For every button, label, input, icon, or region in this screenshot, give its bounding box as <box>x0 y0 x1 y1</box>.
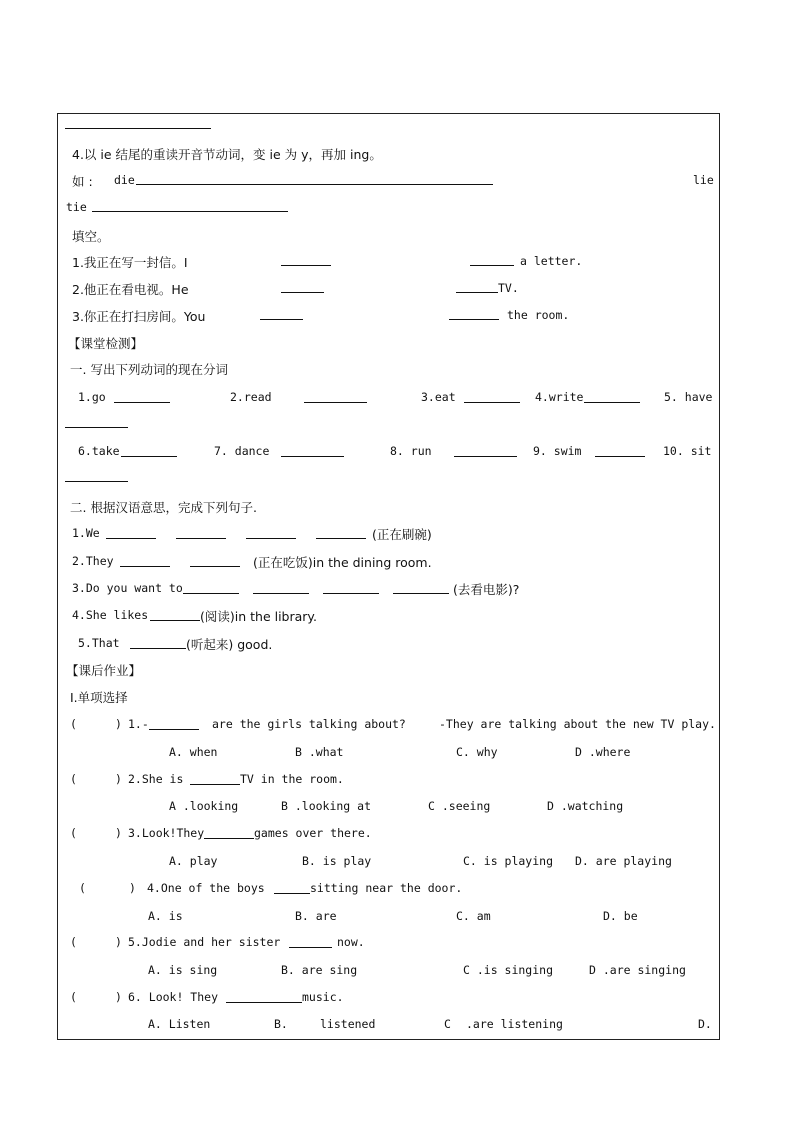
blank[interactable] <box>304 402 367 403</box>
blank[interactable] <box>65 481 128 482</box>
blank <box>204 838 254 839</box>
q6-opt-b[interactable]: B. <box>274 1017 288 1031</box>
blank[interactable] <box>323 593 379 594</box>
worksheet-frame <box>57 113 720 1040</box>
sent-5-hint: (听起来) good. <box>186 637 273 652</box>
word-die: die <box>114 173 135 187</box>
verb-4: 4.write <box>535 390 584 404</box>
fill-3: 3.你正在打扫房间。You <box>72 309 206 324</box>
fill-2-end: TV. <box>498 281 519 295</box>
q4-opt-a[interactable]: A. is <box>148 909 183 923</box>
q2-opt-a[interactable]: A .looking <box>169 799 239 813</box>
blank <box>289 947 332 948</box>
blank[interactable] <box>130 648 186 649</box>
q6-opt-c[interactable]: C <box>444 1017 451 1031</box>
q1-opt-a[interactable]: A. when <box>169 745 218 759</box>
q2-stem-b: TV in the room. <box>240 772 344 786</box>
q4-opt-b[interactable]: B. are <box>295 909 337 923</box>
blank-tie[interactable] <box>92 211 288 212</box>
verb-3: 3.eat <box>421 390 456 404</box>
q2-opt-d[interactable]: D .watching <box>547 799 624 813</box>
blank[interactable] <box>316 538 366 539</box>
sent-5: 5.That <box>78 636 120 650</box>
q1-opt-b[interactable]: B .what <box>295 745 344 759</box>
q6-paren-close[interactable]: ) <box>115 990 122 1004</box>
q1-paren-open: ( <box>70 717 77 731</box>
blank[interactable] <box>120 566 170 567</box>
fill-1: 1.我正在写一封信。I <box>72 255 188 270</box>
fill-2: 2.他正在看电视。He <box>72 282 189 297</box>
blank[interactable] <box>584 402 640 403</box>
section-title-homework: 【课后作业】 <box>66 663 142 678</box>
blank[interactable] <box>281 456 344 457</box>
word-tie: tie <box>66 200 87 214</box>
blank[interactable] <box>65 427 128 428</box>
verb-1: 1.go <box>78 390 106 404</box>
verb-8: 8. run <box>390 444 432 458</box>
blank[interactable] <box>121 456 177 457</box>
example-label: 如 : <box>72 174 93 189</box>
verb-5: 5. have <box>664 390 713 404</box>
q4-opt-c[interactable]: C. am <box>456 909 491 923</box>
q5-opt-b[interactable]: B. are sing <box>281 963 358 977</box>
verb-9: 9. swim <box>533 444 582 458</box>
blank <box>149 729 199 730</box>
q6-stem-b: music. <box>302 990 344 1004</box>
sent-1: 1.We <box>72 526 100 540</box>
blank[interactable] <box>106 538 156 539</box>
fill-1-end: a letter. <box>520 254 583 268</box>
q5-opt-a[interactable]: A. is sing <box>148 963 218 977</box>
verb-10: 10. sit <box>663 444 712 458</box>
blank[interactable] <box>253 593 309 594</box>
blank[interactable] <box>176 538 226 539</box>
blank[interactable] <box>260 319 303 320</box>
blank[interactable] <box>281 292 324 293</box>
verb-6: 6.take <box>78 444 120 458</box>
blank[interactable] <box>246 538 296 539</box>
fill-3-end: the room. <box>507 308 570 322</box>
q5-paren-open: ( <box>70 935 77 949</box>
blank[interactable] <box>470 265 514 266</box>
blank <box>274 893 310 894</box>
q3-opt-c[interactable]: C. is playing <box>463 854 554 868</box>
q2-opt-c[interactable]: C .seeing <box>428 799 491 813</box>
q1-stem-b: are the girls talking about? <box>212 717 406 731</box>
sent-3-hint: (去看电影)? <box>453 582 520 597</box>
blank <box>226 1002 302 1003</box>
q2-opt-b[interactable]: B .looking at <box>281 799 372 813</box>
q6-opt-d[interactable]: D. <box>698 1017 712 1031</box>
blank[interactable] <box>393 593 449 594</box>
q1-opt-c[interactable]: C. why <box>456 745 498 759</box>
q2-stem: 2.She is <box>128 772 184 786</box>
blank[interactable] <box>183 593 239 594</box>
blank[interactable] <box>150 620 200 621</box>
q4-opt-d[interactable]: D. be <box>603 909 638 923</box>
blank <box>190 784 240 785</box>
blank[interactable] <box>595 456 645 457</box>
part1-title: 一. 写出下列动词的现在分词 <box>70 362 228 377</box>
q3-opt-d[interactable]: D. are playing <box>575 854 672 868</box>
q5-opt-d[interactable]: D .are singing <box>589 963 686 977</box>
q2-paren-open: ( <box>70 772 77 786</box>
blank-die[interactable] <box>136 184 493 185</box>
blank[interactable] <box>190 566 240 567</box>
q4-stem: 4.One of the boys <box>147 881 265 895</box>
q5-stem-b: now. <box>337 935 365 949</box>
q2-paren-close[interactable]: ) <box>115 772 122 786</box>
q3-paren-close[interactable]: ) <box>115 826 122 840</box>
blank[interactable] <box>114 402 170 403</box>
sent-2: 2.They <box>72 554 114 568</box>
q5-stem: 5.Jodie and her sister <box>128 935 281 949</box>
sent-4: 4.She likes <box>72 608 149 622</box>
part2-title: 二. 根据汉语意思，完成下列句子. <box>70 500 257 515</box>
q1-stem-c: -They are talking about the new TV play. <box>439 717 716 731</box>
homework-subtitle: I.单项选择 <box>70 690 128 705</box>
q1-paren-close[interactable]: ) <box>115 717 122 731</box>
q3-stem: 3.Look!They <box>128 826 205 840</box>
q6-opt-a[interactable]: A. Listen <box>148 1017 211 1031</box>
q1-opt-d[interactable]: D .where <box>575 745 631 759</box>
verb-7: 7. dance <box>214 444 270 458</box>
blank-line <box>65 128 211 129</box>
sent-3: 3.Do you want to <box>72 581 183 595</box>
blank[interactable] <box>454 456 517 457</box>
q5-opt-c[interactable]: C .is singing <box>463 963 554 977</box>
q4-paren-close[interactable]: ) <box>129 881 136 895</box>
q1-stem: 1.- <box>128 717 149 731</box>
q6-opt-b-text: listened <box>320 1017 376 1031</box>
rule-text: 4.以 ie 结尾的重读开音节动词，变 ie 为 y，再加 ing。 <box>72 147 382 162</box>
sent-4-hint: (阅读)in the library. <box>200 609 318 624</box>
section-title-check: 【课堂检测】 <box>68 336 144 351</box>
q4-paren-open: ( <box>79 881 86 895</box>
blank[interactable] <box>456 292 498 293</box>
blank[interactable] <box>281 265 331 266</box>
sent-2-hint: (正在吃饭)in the dining room. <box>253 555 432 570</box>
verb-2: 2.read <box>230 390 272 404</box>
q3-stem-b: games over there. <box>254 826 372 840</box>
q5-paren-close[interactable]: ) <box>115 935 122 949</box>
blank[interactable] <box>464 402 520 403</box>
blank[interactable] <box>449 319 499 320</box>
q4-stem-b: sitting near the door. <box>310 881 463 895</box>
q3-opt-b[interactable]: B. is play <box>302 854 372 868</box>
q6-paren-open: ( <box>70 990 77 1004</box>
sent-1-hint: (正在刷碗) <box>372 527 432 542</box>
q6-stem: 6. Look! They <box>128 990 219 1004</box>
q6-opt-c-text: .are listening <box>466 1017 563 1031</box>
fill-title: 填空。 <box>72 229 110 244</box>
q3-opt-a[interactable]: A. play <box>169 854 218 868</box>
word-lie: lie <box>693 173 714 187</box>
q3-paren-open: ( <box>70 826 77 840</box>
